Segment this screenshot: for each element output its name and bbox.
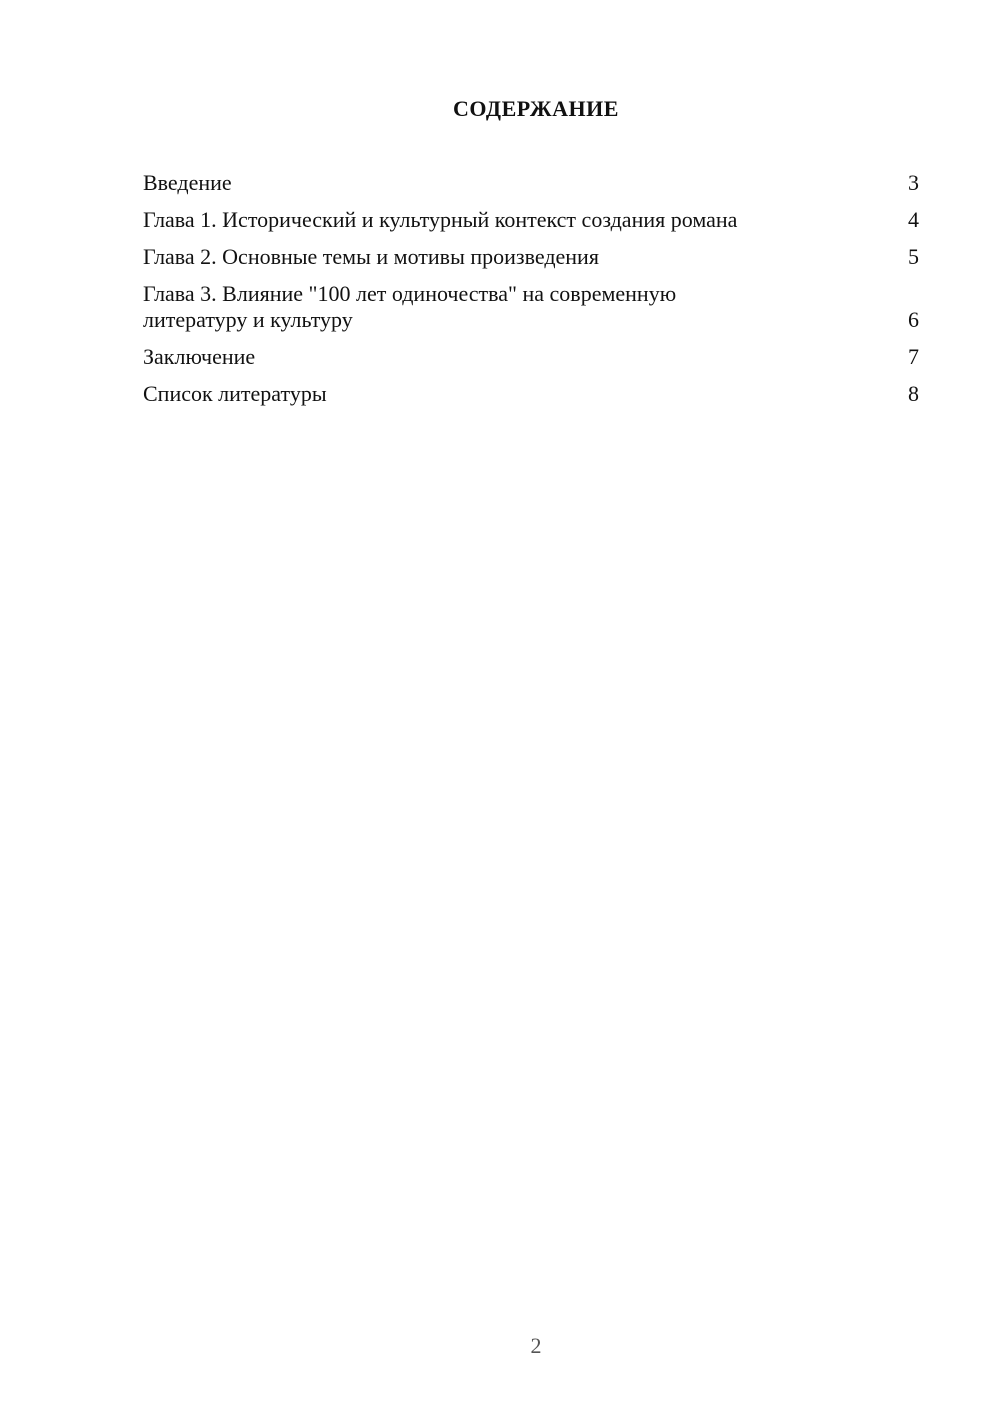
toc-entry-chapter-3[interactable] bbox=[143, 281, 919, 333]
toc-entry-title: Введение bbox=[143, 170, 232, 195]
toc-entry-references[interactable] bbox=[143, 381, 919, 407]
toc-entry-introduction[interactable] bbox=[143, 170, 919, 196]
toc-entry-page: 5 bbox=[908, 244, 919, 269]
table-of-contents bbox=[143, 170, 919, 418]
toc-entry-page: 4 bbox=[908, 207, 919, 232]
toc-entry-page: 3 bbox=[908, 170, 919, 195]
toc-entry-chapter-2[interactable] bbox=[143, 244, 919, 270]
toc-entry-title: Глава 2. Основные темы и мотивы произведения bbox=[143, 244, 599, 269]
toc-entry-title: Список литературы bbox=[143, 381, 327, 406]
toc-entry-title: Заключение bbox=[143, 344, 256, 369]
toc-entry-chapter-1[interactable] bbox=[143, 207, 919, 233]
toc-entry-page: 6 bbox=[908, 307, 919, 332]
toc-entry-conclusion[interactable] bbox=[143, 344, 919, 370]
page-number: 2 bbox=[530, 1333, 542, 1358]
toc-entry-title: Глава 3. Влияние "100 лет одиночества" на современную литературу и культуру bbox=[143, 281, 677, 332]
toc-heading: СОДЕРЖАНИЕ bbox=[453, 96, 619, 121]
toc-entry-page: 8 bbox=[908, 381, 919, 406]
toc-entry-page: 7 bbox=[908, 344, 919, 369]
toc-entry-title: Глава 1. Исторический и культурный контекст создания романа bbox=[143, 207, 738, 232]
